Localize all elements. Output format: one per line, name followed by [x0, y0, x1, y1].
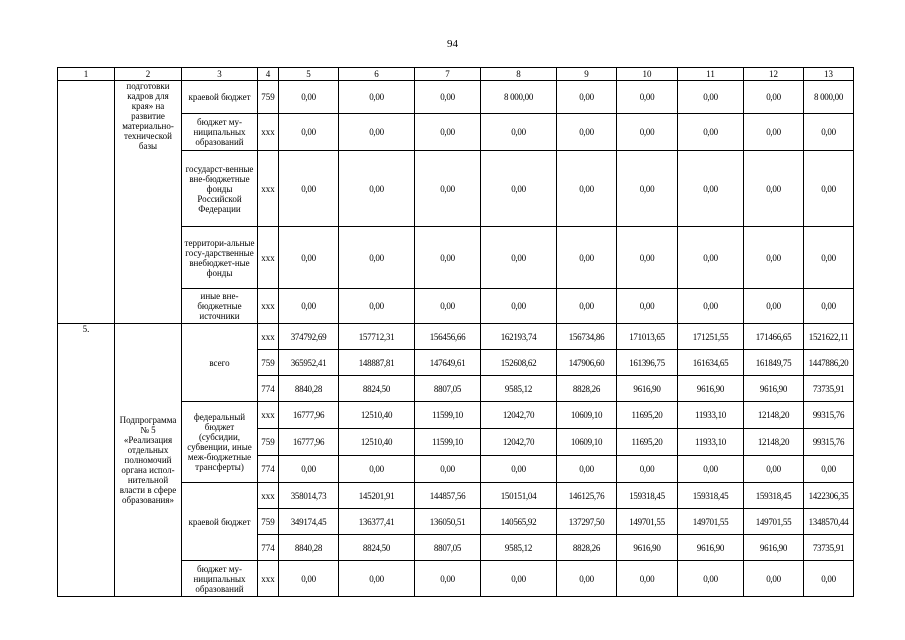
value-cell-5: 365952,41 [279, 350, 339, 376]
code-cell: ххх [258, 402, 279, 429]
value-cell-5: 0,00 [279, 114, 339, 151]
value-cell-11: 149701,55 [678, 509, 744, 535]
value-cell-10: 0,00 [617, 114, 678, 151]
budget-table-body [58, 68, 854, 597]
value-cell-8: 12042,70 [481, 429, 557, 456]
value-cell-11: 0,00 [678, 456, 744, 483]
column-header-11: 11 [678, 68, 744, 81]
funding-source-cell: территори-альные госу-дарственные внебюджет-ные фонды [182, 227, 258, 289]
funding-source-cell: бюджет му-ниципальных образований [182, 561, 258, 597]
column-header-2: 2 [115, 68, 182, 81]
row-number-cell [58, 81, 115, 324]
value-cell-5: 0,00 [279, 289, 339, 324]
value-cell-10: 0,00 [617, 289, 678, 324]
program-name-cell: подготовки кадров для края» на развитие материально-технической базы [115, 81, 182, 324]
value-cell-6: 0,00 [339, 114, 415, 151]
value-cell-6: 148887,81 [339, 350, 415, 376]
value-cell-6: 0,00 [339, 151, 415, 227]
value-cell-7: 0,00 [415, 151, 481, 227]
value-cell-11: 171251,55 [678, 324, 744, 350]
column-header-7: 7 [415, 68, 481, 81]
value-cell-5: 358014,73 [279, 483, 339, 509]
value-cell-5: 0,00 [279, 151, 339, 227]
funding-source-cell: государст-венные вне-бюджетные фонды Российской Федерации [182, 151, 258, 227]
value-cell-7: 156456,66 [415, 324, 481, 350]
value-cell-9: 0,00 [557, 81, 617, 114]
value-cell-11: 161634,65 [678, 350, 744, 376]
value-cell-5: 8840,28 [279, 376, 339, 402]
column-header-3: 3 [182, 68, 258, 81]
budget-table [57, 67, 854, 597]
value-cell-8: 0,00 [481, 114, 557, 151]
value-cell-12: 0,00 [744, 456, 804, 483]
value-cell-9: 10609,10 [557, 402, 617, 429]
value-cell-10: 161396,75 [617, 350, 678, 376]
value-cell-10: 0,00 [617, 81, 678, 114]
value-cell-7: 11599,10 [415, 402, 481, 429]
value-cell-13: 0,00 [804, 289, 854, 324]
value-cell-12: 12148,20 [744, 429, 804, 456]
value-cell-8: 0,00 [481, 227, 557, 289]
value-cell-9: 137297,50 [557, 509, 617, 535]
value-cell-12: 0,00 [744, 561, 804, 597]
value-cell-8: 140565,92 [481, 509, 557, 535]
value-cell-13: 99315,76 [804, 429, 854, 456]
value-cell-12: 12148,20 [744, 402, 804, 429]
value-cell-11: 0,00 [678, 561, 744, 597]
value-cell-6: 0,00 [339, 561, 415, 597]
value-cell-10: 9616,90 [617, 376, 678, 402]
value-cell-5: 374792,69 [279, 324, 339, 350]
value-cell-7: 11599,10 [415, 429, 481, 456]
value-cell-12: 9616,90 [744, 535, 804, 561]
code-cell: ххх [258, 227, 279, 289]
value-cell-11: 0,00 [678, 289, 744, 324]
value-cell-7: 144857,56 [415, 483, 481, 509]
value-cell-9: 156734,86 [557, 324, 617, 350]
value-cell-12: 0,00 [744, 114, 804, 151]
column-header-12: 12 [744, 68, 804, 81]
funding-source-cell: краевой бюджет [182, 483, 258, 561]
value-cell-6: 136377,41 [339, 509, 415, 535]
value-cell-8: 12042,70 [481, 402, 557, 429]
value-cell-10: 171013,65 [617, 324, 678, 350]
value-cell-5: 8840,28 [279, 535, 339, 561]
code-cell: ххх [258, 561, 279, 597]
value-cell-12: 159318,45 [744, 483, 804, 509]
value-cell-7: 0,00 [415, 114, 481, 151]
value-cell-8: 0,00 [481, 456, 557, 483]
value-cell-11: 0,00 [678, 227, 744, 289]
value-cell-13: 73735,91 [804, 376, 854, 402]
value-cell-10: 0,00 [617, 227, 678, 289]
value-cell-7: 0,00 [415, 227, 481, 289]
value-cell-13: 1447886,20 [804, 350, 854, 376]
value-cell-13: 0,00 [804, 561, 854, 597]
value-cell-6: 0,00 [339, 227, 415, 289]
value-cell-9: 0,00 [557, 456, 617, 483]
column-header-5: 5 [279, 68, 339, 81]
code-cell: 759 [258, 509, 279, 535]
value-cell-12: 171466,65 [744, 324, 804, 350]
code-cell: 774 [258, 535, 279, 561]
value-cell-9: 8828,26 [557, 535, 617, 561]
funding-source-cell: бюджет му-ниципальных образований [182, 114, 258, 151]
value-cell-9: 0,00 [557, 227, 617, 289]
value-cell-7: 0,00 [415, 561, 481, 597]
value-cell-10: 0,00 [617, 456, 678, 483]
value-cell-13: 0,00 [804, 151, 854, 227]
value-cell-7: 0,00 [415, 456, 481, 483]
value-cell-9: 147906,60 [557, 350, 617, 376]
value-cell-8: 150151,04 [481, 483, 557, 509]
value-cell-8: 8 000,00 [481, 81, 557, 114]
funding-source-cell: федеральный бюджет (субсидии, субвенции, иные меж-бюджетные трансферты) [182, 402, 258, 483]
value-cell-12: 0,00 [744, 81, 804, 114]
value-cell-12: 149701,55 [744, 509, 804, 535]
value-cell-7: 8807,05 [415, 535, 481, 561]
value-cell-8: 0,00 [481, 561, 557, 597]
value-cell-10: 11695,20 [617, 429, 678, 456]
column-header-10: 10 [617, 68, 678, 81]
value-cell-7: 136050,51 [415, 509, 481, 535]
page-number: 94 [447, 38, 458, 50]
value-cell-5: 16777,96 [279, 402, 339, 429]
column-header-13: 13 [804, 68, 854, 81]
value-cell-7: 0,00 [415, 81, 481, 114]
value-cell-11: 9616,90 [678, 376, 744, 402]
value-cell-11: 9616,90 [678, 535, 744, 561]
column-header-row [58, 68, 854, 81]
value-cell-13: 1348570,44 [804, 509, 854, 535]
value-cell-6: 8824,50 [339, 535, 415, 561]
value-cell-10: 9616,90 [617, 535, 678, 561]
value-cell-9: 146125,76 [557, 483, 617, 509]
value-cell-8: 0,00 [481, 289, 557, 324]
value-cell-9: 10609,10 [557, 429, 617, 456]
value-cell-13: 99315,76 [804, 402, 854, 429]
value-cell-7: 0,00 [415, 289, 481, 324]
subprogram-name-cell: Подпрограмма № 5 «Реализация отдельных полномочий органа испол-нительной власти в сфере образования» [115, 324, 182, 597]
value-cell-6: 0,00 [339, 456, 415, 483]
value-cell-6: 157712,31 [339, 324, 415, 350]
value-cell-9: 8828,26 [557, 376, 617, 402]
value-cell-5: 0,00 [279, 456, 339, 483]
value-cell-7: 147649,61 [415, 350, 481, 376]
value-cell-13: 0,00 [804, 227, 854, 289]
value-cell-10: 11695,20 [617, 402, 678, 429]
value-cell-5: 349174,45 [279, 509, 339, 535]
column-header-4: 4 [258, 68, 279, 81]
value-cell-11: 159318,45 [678, 483, 744, 509]
value-cell-11: 11933,10 [678, 402, 744, 429]
code-cell: ххх [258, 324, 279, 350]
value-cell-5: 0,00 [279, 81, 339, 114]
value-cell-6: 12510,40 [339, 402, 415, 429]
value-cell-8: 9585,12 [481, 535, 557, 561]
value-cell-7: 8807,05 [415, 376, 481, 402]
value-cell-13: 0,00 [804, 456, 854, 483]
value-cell-11: 11933,10 [678, 429, 744, 456]
value-cell-6: 0,00 [339, 289, 415, 324]
value-cell-9: 0,00 [557, 114, 617, 151]
value-cell-10: 0,00 [617, 151, 678, 227]
code-cell: ххх [258, 114, 279, 151]
value-cell-10: 0,00 [617, 561, 678, 597]
value-cell-6: 145201,91 [339, 483, 415, 509]
value-cell-6: 8824,50 [339, 376, 415, 402]
column-header-8: 8 [481, 68, 557, 81]
value-cell-9: 0,00 [557, 561, 617, 597]
value-cell-12: 0,00 [744, 151, 804, 227]
column-header-9: 9 [557, 68, 617, 81]
value-cell-8: 9585,12 [481, 376, 557, 402]
value-cell-5: 16777,96 [279, 429, 339, 456]
value-cell-11: 0,00 [678, 81, 744, 114]
table-row [58, 81, 854, 114]
column-header-6: 6 [339, 68, 415, 81]
code-cell: ххх [258, 483, 279, 509]
value-cell-10: 149701,55 [617, 509, 678, 535]
value-cell-5: 0,00 [279, 561, 339, 597]
code-cell: ххх [258, 151, 279, 227]
value-cell-9: 0,00 [557, 151, 617, 227]
value-cell-13: 73735,91 [804, 535, 854, 561]
code-cell: 774 [258, 456, 279, 483]
value-cell-13: 1422306,35 [804, 483, 854, 509]
value-cell-5: 0,00 [279, 227, 339, 289]
value-cell-13: 8 000,00 [804, 81, 854, 114]
value-cell-11: 0,00 [678, 114, 744, 151]
value-cell-8: 0,00 [481, 151, 557, 227]
value-cell-8: 152608,62 [481, 350, 557, 376]
value-cell-6: 0,00 [339, 81, 415, 114]
value-cell-11: 0,00 [678, 151, 744, 227]
value-cell-9: 0,00 [557, 289, 617, 324]
value-cell-6: 12510,40 [339, 429, 415, 456]
table-row [58, 324, 854, 350]
value-cell-12: 161849,75 [744, 350, 804, 376]
code-cell: 759 [258, 81, 279, 114]
value-cell-12: 9616,90 [744, 376, 804, 402]
value-cell-8: 162193,74 [481, 324, 557, 350]
funding-source-cell: краевой бюджет [182, 81, 258, 114]
value-cell-10: 159318,45 [617, 483, 678, 509]
code-cell: ххх [258, 289, 279, 324]
value-cell-12: 0,00 [744, 289, 804, 324]
row-number-cell: 5. [58, 324, 115, 597]
funding-source-cell: иные вне-бюджетные источники [182, 289, 258, 324]
code-cell: 759 [258, 429, 279, 456]
value-cell-12: 0,00 [744, 227, 804, 289]
code-cell: 759 [258, 350, 279, 376]
value-cell-13: 0,00 [804, 114, 854, 151]
column-header-1: 1 [58, 68, 115, 81]
funding-source-cell: всего [182, 324, 258, 402]
value-cell-13: 1521622,11 [804, 324, 854, 350]
code-cell: 774 [258, 376, 279, 402]
